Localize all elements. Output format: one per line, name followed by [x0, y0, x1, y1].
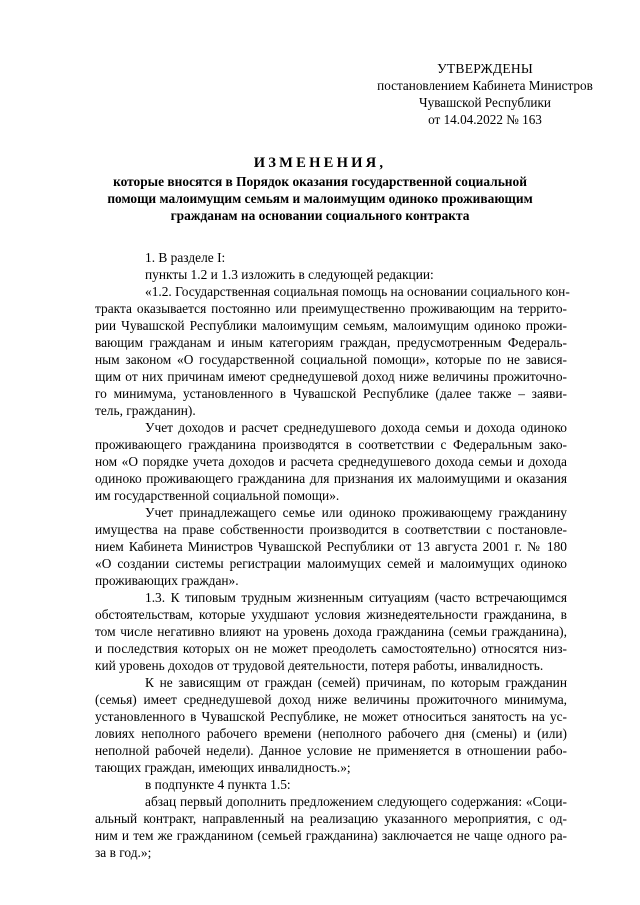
body-line: установленного в Чувашской Республике, не может относиться занятость на ус- [95, 709, 567, 724]
body-line: обстоятельствам, которые ухудшают условия жизнедеятельности гражданина, в [95, 607, 567, 622]
body-line: ном «О порядке учета доходов и расчета среднедушевого дохода семьи и дохода [95, 454, 567, 469]
body-line: Учет доходов и расчет среднедушевого дохода семьи и дохода одиноко [145, 420, 567, 435]
approval-stamp [360, 60, 610, 128]
document-title [95, 155, 545, 224]
body-line: вающим гражданам и иным категориям граждан, предусмотренным Федераль- [95, 335, 567, 350]
approval-line-3: от 14.04.2022 № 163 [428, 112, 542, 127]
body-line: им государственной социальной помощи». [95, 488, 340, 503]
document-body [95, 249, 570, 861]
title-line: помощи малоимущим семьям и малоимущим одиноко проживающим [107, 191, 533, 206]
body-line: щим от них причинам имеют среднедушевой доход ниже величины прожиточно- [95, 369, 567, 384]
body-line: тракта оказывается постоянно или преимущественно проживающим на террито- [95, 301, 567, 316]
body-line: и последствия которых он не может преодолеть самостоятельно) относятся низ- [95, 641, 567, 656]
title-line: гражданам на основании социального контракта [170, 208, 470, 223]
body-line: одиноко проживающего гражданина для признания их малоимущими и оказания [95, 471, 567, 486]
body-line: Учет принадлежащего семье или одиноко проживающему гражданину [145, 505, 567, 520]
body-line: нием Кабинета Министров Чувашской Республики от 13 августа 2001 г. № 180 [95, 539, 567, 554]
body-line: проживающего гражданина производятся в соответствии с Федеральным зако- [95, 437, 567, 452]
body-line: имущества на праве собственности производится в соответствии с постановле- [95, 522, 567, 537]
body-line: рии Чувашской Республики малоимущим семьям, малоимущим одиноко прожи- [95, 318, 567, 333]
approval-line-2: Чувашской Республики [419, 95, 551, 110]
body-line: К не зависящим от граждан (семей) причинам, по которым гражданин [145, 675, 567, 690]
body-line: за в год.»; [95, 845, 152, 860]
body-line: ним и тем же гражданином (семьей гражданина) заключается не чаще одного ра- [95, 828, 567, 843]
body-line: «1.2. Государственная социальная помощь на основании социального кон- [145, 284, 570, 299]
body-line: в подпункте 4 пункта 1.5: [145, 777, 291, 792]
body-line: том числе негативно влияют на уровень дохода гражданина (семьи гражданина), [95, 624, 567, 639]
body-line: 1. В разделе I: [145, 250, 226, 265]
approval-heading: УТВЕРЖДЕНЫ [437, 61, 533, 76]
body-line: абзац первый дополнить предложением следующего содержания: «Соци- [145, 794, 567, 809]
body-line: ловиях неполного рабочего времени (неполного рабочего дня (смены) и (или) [95, 726, 567, 741]
body-line: го минимума, установленного в Чувашской Республике (далее также – заяви- [95, 386, 567, 401]
body-line: 1.3. К типовым трудным жизненным ситуациям (часто встречающимся [145, 590, 567, 605]
approval-line-1: постановлением Кабинета Министров [377, 78, 593, 93]
body-line: (семья) имеет среднедушевой доход ниже величины прожиточного минимума, [95, 692, 567, 707]
body-line: альный контракт, направленный на реализацию указанного мероприятия, с од- [95, 811, 567, 826]
body-line: тель, гражданин). [95, 403, 196, 418]
body-line: «О создании системы регистрации малоимущих семей и малоимущих одиноко [95, 556, 567, 571]
body-line: кий уровень доходов от трудовой деятельности, потеря работы, инвалидность. [95, 658, 544, 673]
title-line: которые вносятся в Порядок оказания государственной социальной [113, 174, 527, 189]
body-line: ным законом «О государственной социальной помощи», которые по не завися- [95, 352, 567, 367]
body-line: неполной рабочей недели). Данное условие не применяется в отношении рабо- [95, 743, 567, 758]
body-line: проживающих граждан». [95, 573, 239, 588]
title-heading: ИЗМЕНЕНИЯ, [253, 155, 387, 171]
body-line: тающих граждан, имеющих инвалидность.»; [95, 760, 351, 775]
body-line: пункты 1.2 и 1.3 изложить в следующей редакции: [145, 267, 434, 282]
